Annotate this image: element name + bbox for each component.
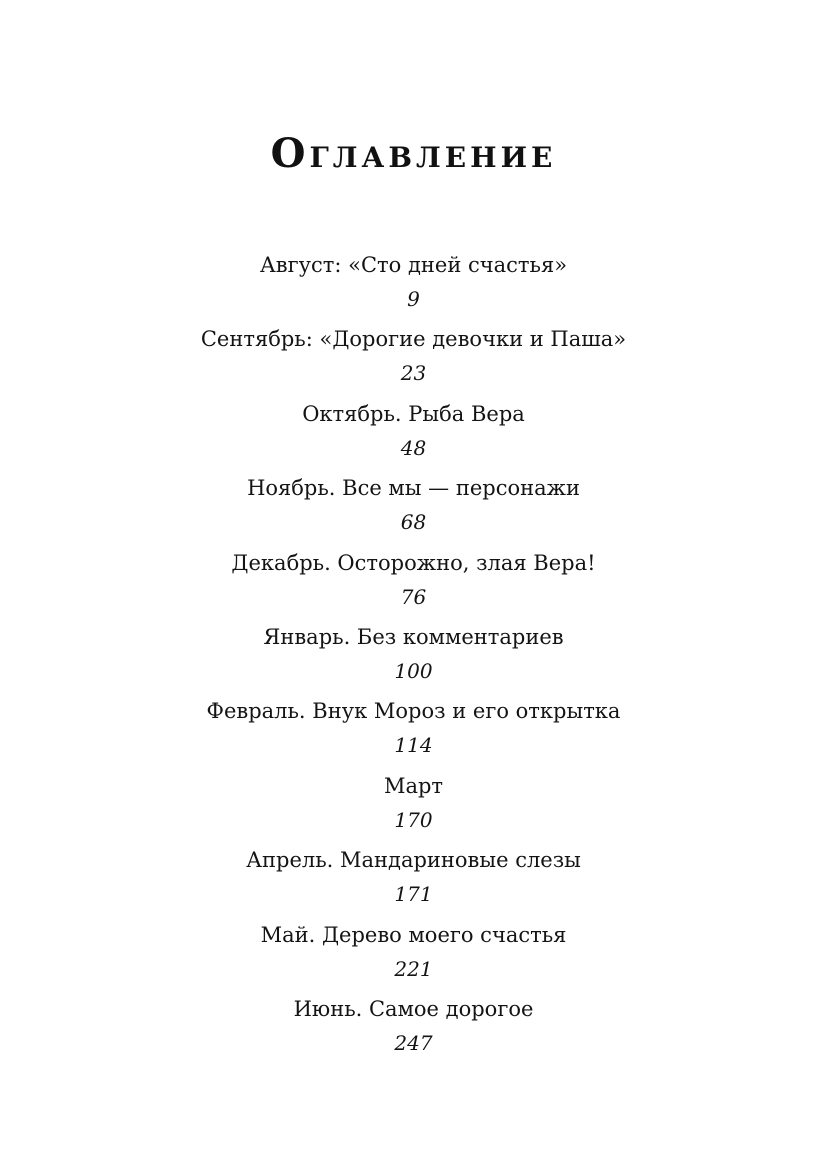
toc-entry-page-number: 114 bbox=[394, 733, 433, 758]
toc-entry-title: Июнь. Самое дорогое bbox=[293, 996, 534, 1021]
toc-entry-page-number: 221 bbox=[394, 956, 433, 981]
toc-entry-page-number: 170 bbox=[394, 807, 433, 832]
toc-entry-page-number: 171 bbox=[394, 882, 433, 907]
toc-entry-title: Август: «Сто дней счастья» bbox=[259, 253, 568, 277]
toc-entry-title: Сентябрь: «Дорогие девочки и Паша» bbox=[200, 327, 627, 352]
page-title: Оглавление bbox=[270, 130, 557, 177]
toc-entry-page-number: 23 bbox=[400, 361, 427, 386]
toc-entry-page-number: 76 bbox=[400, 584, 427, 609]
toc-entry-may bbox=[0, 918, 827, 992]
toc-entry-september bbox=[0, 322, 827, 396]
toc-entry-title: Октябрь. Рыба Вера bbox=[302, 401, 525, 426]
toc-entry-page-number: 100 bbox=[394, 658, 433, 683]
toc-entry-title: Февраль. Внук Мороз и его открытка bbox=[206, 699, 621, 724]
toc-entry-title: Май. Дерево моего счастья bbox=[260, 922, 567, 947]
toc-entry-title: Март bbox=[383, 773, 444, 798]
toc-entry-april bbox=[0, 843, 827, 917]
toc-entry-january bbox=[0, 620, 827, 694]
toc-entry-february bbox=[0, 694, 827, 768]
toc-entry-page-number: 9 bbox=[407, 287, 420, 311]
toc-entry-march bbox=[0, 769, 827, 843]
toc-entry-title: Апрель. Мандариновые слезы bbox=[246, 848, 581, 873]
toc-entry-page-number: 48 bbox=[400, 435, 427, 460]
toc-entry-august bbox=[0, 248, 827, 322]
toc-entry-page-number: 68 bbox=[400, 510, 427, 535]
table-of-contents bbox=[0, 248, 827, 1066]
toc-entry-december bbox=[0, 546, 827, 620]
toc-entry-title: Январь. Без комментариев bbox=[263, 624, 564, 649]
toc-entry-october bbox=[0, 397, 827, 471]
toc-entry-title: Декабрь. Осторожно, злая Вера! bbox=[231, 550, 596, 575]
toc-entry-november bbox=[0, 471, 827, 545]
toc-entry-title: Ноябрь. Все мы — персонажи bbox=[247, 476, 580, 501]
toc-entry-page-number: 247 bbox=[394, 1030, 433, 1055]
toc-entry-june bbox=[0, 992, 827, 1066]
